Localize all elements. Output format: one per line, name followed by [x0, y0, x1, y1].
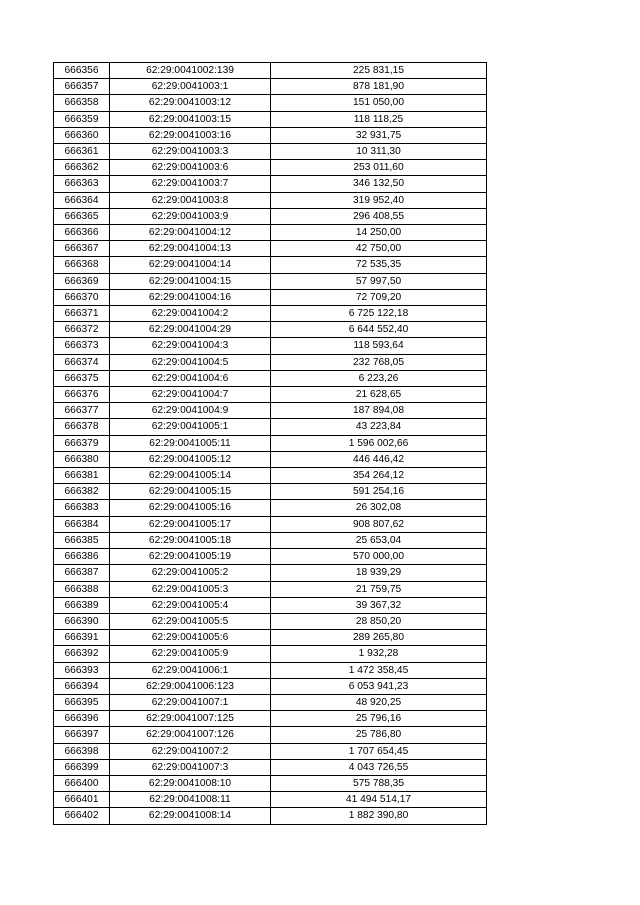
value-cell: 118 593,64 — [271, 338, 487, 354]
value-cell: 296 408,55 — [271, 208, 487, 224]
row-number-cell: 666376 — [54, 387, 110, 403]
cadastral-number-cell: 62:29:0041003:6 — [110, 160, 271, 176]
cadastral-number-cell: 62:29:0041005:1 — [110, 419, 271, 435]
cadastral-number-cell: 62:29:0041005:6 — [110, 630, 271, 646]
table-row — [54, 727, 487, 743]
value-cell: 878 181,90 — [271, 79, 487, 95]
value-cell: 72 535,35 — [271, 257, 487, 273]
cadastral-number-cell: 62:29:0041008:11 — [110, 792, 271, 808]
table-row — [54, 322, 487, 338]
cadastral-number-cell: 62:29:0041007:1 — [110, 694, 271, 710]
value-cell: 4 043 726,55 — [271, 759, 487, 775]
row-number-cell: 666384 — [54, 516, 110, 532]
cadastral-number-cell: 62:29:0041003:1 — [110, 79, 271, 95]
table-row — [54, 289, 487, 305]
table-row — [54, 581, 487, 597]
value-cell: 1 882 390,80 — [271, 808, 487, 824]
table-row — [54, 630, 487, 646]
row-number-cell: 666390 — [54, 613, 110, 629]
table-row — [54, 192, 487, 208]
cadastral-number-cell: 62:29:0041007:125 — [110, 711, 271, 727]
row-number-cell: 666381 — [54, 468, 110, 484]
table-row — [54, 176, 487, 192]
table-row — [54, 144, 487, 160]
cadastral-number-cell: 62:29:0041004:2 — [110, 306, 271, 322]
value-cell: 1 932,28 — [271, 646, 487, 662]
row-number-cell: 666394 — [54, 678, 110, 694]
row-number-cell: 666388 — [54, 581, 110, 597]
row-number-cell: 666380 — [54, 451, 110, 467]
value-cell: 10 311,30 — [271, 144, 487, 160]
table-row — [54, 694, 487, 710]
row-number-cell: 666399 — [54, 759, 110, 775]
value-cell: 346 132,50 — [271, 176, 487, 192]
table-row — [54, 79, 487, 95]
value-cell: 253 011,60 — [271, 160, 487, 176]
value-cell: 1 707 654,45 — [271, 743, 487, 759]
table-row — [54, 257, 487, 273]
table-row — [54, 775, 487, 791]
value-cell: 908 807,62 — [271, 516, 487, 532]
value-cell: 25 796,16 — [271, 711, 487, 727]
table-row — [54, 354, 487, 370]
cadastral-number-cell: 62:29:0041007:126 — [110, 727, 271, 743]
cadastral-number-cell: 62:29:0041002:139 — [110, 63, 271, 79]
cadastral-number-cell: 62:29:0041005:11 — [110, 435, 271, 451]
row-number-cell: 666383 — [54, 500, 110, 516]
value-cell: 57 997,50 — [271, 273, 487, 289]
value-cell: 1 596 002,66 — [271, 435, 487, 451]
table-row — [54, 160, 487, 176]
value-cell: 225 831,15 — [271, 63, 487, 79]
table-row — [54, 63, 487, 79]
table-row — [54, 759, 487, 775]
value-cell: 151 050,00 — [271, 95, 487, 111]
cadastral-number-cell: 62:29:0041006:1 — [110, 662, 271, 678]
row-number-cell: 666361 — [54, 144, 110, 160]
row-number-cell: 666363 — [54, 176, 110, 192]
row-number-cell: 666395 — [54, 694, 110, 710]
value-cell: 187 894,08 — [271, 403, 487, 419]
row-number-cell: 666373 — [54, 338, 110, 354]
value-cell: 28 850,20 — [271, 613, 487, 629]
row-number-cell: 666391 — [54, 630, 110, 646]
table-row — [54, 613, 487, 629]
cadastral-number-cell: 62:29:0041008:10 — [110, 775, 271, 791]
table-row — [54, 662, 487, 678]
cadastral-number-cell: 62:29:0041004:13 — [110, 241, 271, 257]
table-row — [54, 646, 487, 662]
cadastral-number-cell: 62:29:0041003:16 — [110, 127, 271, 143]
row-number-cell: 666367 — [54, 241, 110, 257]
table-row — [54, 306, 487, 322]
table-row — [54, 532, 487, 548]
table-row — [54, 370, 487, 386]
value-cell: 42 750,00 — [271, 241, 487, 257]
cadastral-number-cell: 62:29:0041005:19 — [110, 549, 271, 565]
cadastral-number-cell: 62:29:0041005:5 — [110, 613, 271, 629]
table-row — [54, 127, 487, 143]
row-number-cell: 666378 — [54, 419, 110, 435]
value-cell: 72 709,20 — [271, 289, 487, 305]
cadastral-number-cell: 62:29:0041004:14 — [110, 257, 271, 273]
cadastral-number-cell: 62:29:0041005:16 — [110, 500, 271, 516]
table-row — [54, 241, 487, 257]
value-cell: 118 118,25 — [271, 111, 487, 127]
row-number-cell: 666382 — [54, 484, 110, 500]
table-row — [54, 792, 487, 808]
value-cell: 48 920,25 — [271, 694, 487, 710]
row-number-cell: 666370 — [54, 289, 110, 305]
table-row — [54, 111, 487, 127]
value-cell: 41 494 514,17 — [271, 792, 487, 808]
cadastral-number-cell: 62:29:0041005:17 — [110, 516, 271, 532]
row-number-cell: 666398 — [54, 743, 110, 759]
cadastral-number-cell: 62:29:0041004:29 — [110, 322, 271, 338]
table-body — [54, 63, 487, 825]
value-cell: 21 759,75 — [271, 581, 487, 597]
value-cell: 6 644 552,40 — [271, 322, 487, 338]
value-cell: 25 786,80 — [271, 727, 487, 743]
value-cell: 43 223,84 — [271, 419, 487, 435]
cadastral-number-cell: 62:29:0041003:8 — [110, 192, 271, 208]
row-number-cell: 666389 — [54, 597, 110, 613]
value-cell: 26 302,08 — [271, 500, 487, 516]
row-number-cell: 666364 — [54, 192, 110, 208]
cadastral-number-cell: 62:29:0041005:14 — [110, 468, 271, 484]
table-row — [54, 808, 487, 824]
cadastral-number-cell: 62:29:0041003:9 — [110, 208, 271, 224]
row-number-cell: 666400 — [54, 775, 110, 791]
row-number-cell: 666360 — [54, 127, 110, 143]
value-cell: 1 472 358,45 — [271, 662, 487, 678]
row-number-cell: 666397 — [54, 727, 110, 743]
cadastral-number-cell: 62:29:0041004:9 — [110, 403, 271, 419]
row-number-cell: 666358 — [54, 95, 110, 111]
row-number-cell: 666375 — [54, 370, 110, 386]
cadastral-number-cell: 62:29:0041005:3 — [110, 581, 271, 597]
table-row — [54, 516, 487, 532]
value-cell: 6 053 941,23 — [271, 678, 487, 694]
row-number-cell: 666368 — [54, 257, 110, 273]
table-row — [54, 95, 487, 111]
cadastral-number-cell: 62:29:0041005:4 — [110, 597, 271, 613]
row-number-cell: 666365 — [54, 208, 110, 224]
row-number-cell: 666401 — [54, 792, 110, 808]
row-number-cell: 666359 — [54, 111, 110, 127]
cadastral-number-cell: 62:29:0041003:12 — [110, 95, 271, 111]
value-cell: 25 653,04 — [271, 532, 487, 548]
value-cell: 575 788,35 — [271, 775, 487, 791]
table-row — [54, 468, 487, 484]
cadastral-number-cell: 62:29:0041006:123 — [110, 678, 271, 694]
cadastral-number-cell: 62:29:0041004:15 — [110, 273, 271, 289]
row-number-cell: 666396 — [54, 711, 110, 727]
row-number-cell: 666402 — [54, 808, 110, 824]
table-row — [54, 743, 487, 759]
table-row — [54, 419, 487, 435]
table-row — [54, 484, 487, 500]
cadastral-number-cell: 62:29:0041003:3 — [110, 144, 271, 160]
cadastral-number-cell: 62:29:0041007:3 — [110, 759, 271, 775]
table-row — [54, 549, 487, 565]
value-cell: 6 223,26 — [271, 370, 487, 386]
table-row — [54, 273, 487, 289]
cadastral-number-cell: 62:29:0041004:7 — [110, 387, 271, 403]
data-sheet — [53, 62, 486, 825]
row-number-cell: 666377 — [54, 403, 110, 419]
value-cell: 32 931,75 — [271, 127, 487, 143]
row-number-cell: 666386 — [54, 549, 110, 565]
value-cell: 21 628,65 — [271, 387, 487, 403]
value-cell: 319 952,40 — [271, 192, 487, 208]
cadastral-number-cell: 62:29:0041004:6 — [110, 370, 271, 386]
table-row — [54, 711, 487, 727]
value-cell: 39 367,32 — [271, 597, 487, 613]
row-number-cell: 666385 — [54, 532, 110, 548]
cadastral-number-cell: 62:29:0041005:9 — [110, 646, 271, 662]
row-number-cell: 666372 — [54, 322, 110, 338]
table-row — [54, 225, 487, 241]
row-number-cell: 666392 — [54, 646, 110, 662]
table-row — [54, 435, 487, 451]
row-number-cell: 666374 — [54, 354, 110, 370]
table-row — [54, 387, 487, 403]
row-number-cell: 666371 — [54, 306, 110, 322]
cadastral-number-cell: 62:29:0041003:7 — [110, 176, 271, 192]
value-cell: 6 725 122,18 — [271, 306, 487, 322]
table-row — [54, 208, 487, 224]
value-cell: 232 768,05 — [271, 354, 487, 370]
table-row — [54, 597, 487, 613]
value-cell: 591 254,16 — [271, 484, 487, 500]
cadastral-number-cell: 62:29:0041004:12 — [110, 225, 271, 241]
cadastral-number-cell: 62:29:0041004:3 — [110, 338, 271, 354]
row-number-cell: 666387 — [54, 565, 110, 581]
row-number-cell: 666356 — [54, 63, 110, 79]
table-row — [54, 565, 487, 581]
table-row — [54, 338, 487, 354]
table-row — [54, 500, 487, 516]
row-number-cell: 666369 — [54, 273, 110, 289]
cadastral-value-table — [53, 62, 487, 825]
row-number-cell: 666357 — [54, 79, 110, 95]
value-cell: 446 446,42 — [271, 451, 487, 467]
table-row — [54, 678, 487, 694]
row-number-cell: 666393 — [54, 662, 110, 678]
table-row — [54, 403, 487, 419]
cadastral-number-cell: 62:29:0041005:15 — [110, 484, 271, 500]
value-cell: 289 265,80 — [271, 630, 487, 646]
cadastral-number-cell: 62:29:0041003:15 — [110, 111, 271, 127]
cadastral-number-cell: 62:29:0041005:18 — [110, 532, 271, 548]
cadastral-number-cell: 62:29:0041008:14 — [110, 808, 271, 824]
value-cell: 354 264,12 — [271, 468, 487, 484]
cadastral-number-cell: 62:29:0041007:2 — [110, 743, 271, 759]
value-cell: 14 250,00 — [271, 225, 487, 241]
value-cell: 570 000,00 — [271, 549, 487, 565]
cadastral-number-cell: 62:29:0041005:2 — [110, 565, 271, 581]
value-cell: 18 939,29 — [271, 565, 487, 581]
row-number-cell: 666362 — [54, 160, 110, 176]
cadastral-number-cell: 62:29:0041004:5 — [110, 354, 271, 370]
row-number-cell: 666366 — [54, 225, 110, 241]
cadastral-number-cell: 62:29:0041005:12 — [110, 451, 271, 467]
table-row — [54, 451, 487, 467]
cadastral-number-cell: 62:29:0041004:16 — [110, 289, 271, 305]
row-number-cell: 666379 — [54, 435, 110, 451]
